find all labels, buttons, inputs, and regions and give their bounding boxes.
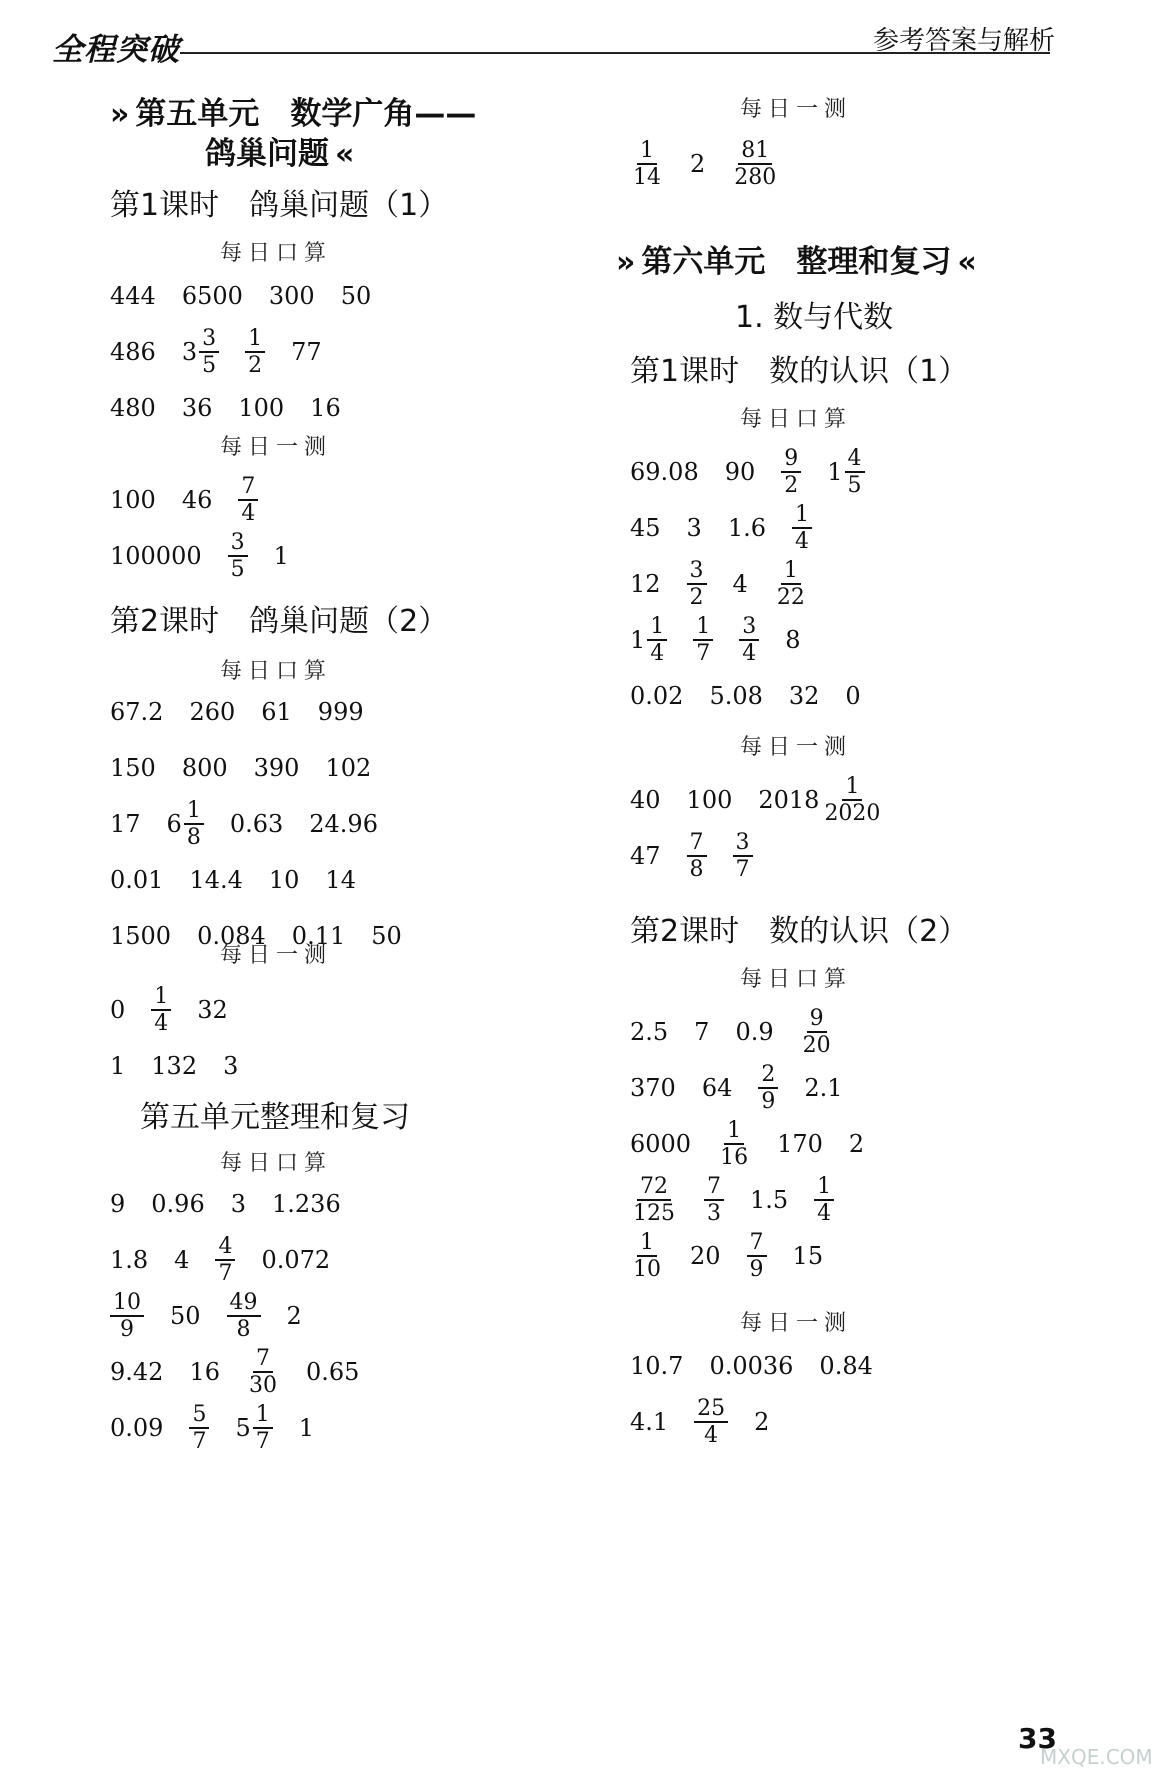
denominator: 280: [734, 165, 777, 190]
answer-value: 100: [238, 394, 285, 422]
numerator: 1: [647, 615, 667, 641]
answer-row: [630, 1172, 864, 1228]
fraction: [630, 1231, 664, 1281]
lesson2-calc-rows: [110, 684, 402, 964]
fraction: [687, 831, 707, 881]
answer-value: 2.5: [630, 1018, 669, 1046]
fraction: [693, 615, 713, 665]
answer-row: [630, 444, 865, 500]
numerator: 3: [733, 831, 753, 857]
fraction: [630, 139, 664, 189]
r-lesson2-calc-title: 每日口算: [740, 967, 853, 992]
denominator: 20: [802, 1033, 831, 1058]
lesson1-calc-title: 每日口算: [220, 241, 333, 266]
answer-value: 260: [189, 698, 236, 726]
mixed-number: [235, 1403, 272, 1453]
answer-value: 390: [253, 754, 300, 782]
answer-value: 1.5: [750, 1186, 789, 1214]
answer-value: 170: [777, 1130, 823, 1158]
numerator: 3: [199, 327, 219, 353]
answer-value: 3: [686, 514, 702, 542]
r-lesson1-test-rows: [630, 772, 883, 884]
fraction: [739, 615, 759, 665]
whole-part: 1: [827, 458, 843, 486]
answer-value: 64: [701, 1074, 733, 1102]
answer-value: 4: [732, 570, 748, 598]
answer-value: 0.63: [229, 810, 284, 838]
fraction: [792, 503, 812, 553]
denominator: 5: [202, 353, 217, 378]
denominator: 4: [650, 641, 665, 666]
answer-row: [110, 1344, 359, 1400]
answer-value: 6000: [630, 1130, 692, 1158]
r-lesson1-title: 第1课时 数的认识（1）: [630, 354, 969, 389]
r-lesson1-test-title: 每日一测: [740, 735, 853, 760]
denominator: 9: [749, 1257, 764, 1282]
answer-row: [110, 684, 402, 740]
denominator: 4: [704, 1423, 719, 1448]
numerator: 1: [184, 799, 204, 825]
numerator: 1: [724, 1119, 744, 1145]
fraction: [245, 327, 265, 377]
numerator: 3: [687, 559, 707, 585]
answer-value: 5.08: [709, 682, 763, 710]
answer-value: 50: [170, 1302, 201, 1330]
answer-value: 77: [291, 338, 322, 366]
lesson2-title: 第2课时 鸽巢问题（2）: [110, 604, 449, 639]
answer-row: [630, 1116, 864, 1172]
answer-row: [110, 1232, 359, 1288]
fraction: [238, 475, 258, 525]
numerator: 72: [637, 1175, 671, 1201]
answer-value: 20: [690, 1242, 721, 1270]
numerator: 81: [738, 139, 772, 165]
denominator: 22: [776, 585, 805, 610]
answer-value: 10: [268, 866, 300, 894]
answer-value: 46: [181, 486, 213, 514]
answer-value: 32: [197, 996, 228, 1024]
fraction: [151, 985, 171, 1035]
r-lesson1-calc-rows: [630, 444, 865, 724]
numerator: 7: [704, 1175, 724, 1201]
answer-value: 1: [110, 1052, 126, 1080]
denominator: 7: [192, 1429, 207, 1454]
answer-value: 2: [286, 1302, 302, 1330]
answer-row: [630, 1060, 864, 1116]
whole-part: 2018: [758, 786, 820, 814]
denominator: 10: [633, 1257, 661, 1282]
answer-value: 0.65: [305, 1358, 360, 1386]
answer-value: 100: [686, 786, 733, 814]
fraction: [781, 447, 801, 497]
numerator: 1: [637, 139, 657, 165]
lesson2-test-rows: [110, 982, 238, 1094]
answer-value: 15: [792, 1242, 824, 1270]
answer-value: 150: [110, 754, 156, 782]
answer-value: 69.08: [630, 458, 699, 486]
numerator: 1: [814, 1175, 834, 1201]
answer-row: [110, 1038, 238, 1094]
answer-row: [110, 1400, 359, 1456]
numerator: 1: [637, 1231, 657, 1257]
denominator: 8: [186, 825, 201, 850]
denominator: 4: [817, 1201, 832, 1226]
lesson1-test-rows: [110, 472, 289, 584]
whole-part: 3: [181, 338, 198, 366]
answer-value: 12: [630, 570, 661, 598]
answer-value: 10.7: [630, 1352, 684, 1380]
answer-value: 8: [785, 626, 801, 654]
denominator: 2: [248, 353, 263, 378]
answer-row: [630, 136, 779, 192]
answer-value: 3: [223, 1052, 239, 1080]
answer-row: [630, 1228, 864, 1284]
answer-value: 17: [110, 810, 141, 838]
answer-value: 1500: [110, 922, 172, 950]
answer-value: 0.0036: [709, 1352, 794, 1380]
fraction: [630, 1175, 678, 1225]
lesson1-test-title: 每日一测: [220, 435, 333, 460]
answer-value: 444: [110, 282, 156, 310]
answer-value: 4: [174, 1246, 190, 1274]
section1-title: 1. 数与代数: [735, 300, 894, 335]
whole-part: 6: [166, 810, 182, 838]
answer-row: [110, 852, 402, 908]
header-title: 参考答案与解析: [872, 26, 1055, 56]
answer-value: 0.01: [110, 866, 164, 894]
answer-value: 16: [310, 394, 341, 422]
denominator: 5: [230, 557, 245, 582]
answer-value: 2: [848, 1130, 865, 1158]
answer-row: [110, 380, 371, 436]
r-lesson2-calc-rows: [630, 1004, 864, 1284]
answer-value: 300: [268, 282, 315, 310]
fraction: [774, 559, 808, 609]
fraction: [800, 1007, 834, 1057]
denominator: 14: [633, 165, 661, 190]
answer-value: 3: [230, 1190, 246, 1218]
answer-row: [110, 528, 289, 584]
answer-value: 1.8: [110, 1246, 149, 1274]
denominator: 8: [236, 1317, 251, 1342]
numerator: 1: [253, 1403, 273, 1429]
denominator: 9: [761, 1089, 776, 1114]
denominator: 7: [255, 1429, 270, 1454]
answer-value: 9: [110, 1190, 126, 1218]
answer-row: [630, 1338, 873, 1394]
watermark: MXQE.COM: [1040, 1745, 1153, 1769]
answer-value: 61: [261, 698, 292, 726]
answer-value: 100000: [110, 542, 202, 570]
fraction: [199, 327, 219, 377]
answer-value: 0.11: [291, 922, 346, 950]
answer-row: [630, 500, 865, 556]
unit6-title: » 第六单元 整理和复习 «: [616, 236, 977, 281]
review-calc-rows: [110, 1176, 359, 1456]
denominator: 7: [735, 857, 750, 882]
fraction: [189, 1403, 209, 1453]
answer-value: 50: [371, 922, 402, 950]
answer-value: 1.6: [727, 514, 766, 542]
mixed-number: [167, 799, 204, 849]
denominator: 4: [154, 1011, 169, 1036]
fraction: [704, 1175, 724, 1225]
denominator: 2: [689, 585, 704, 610]
answer-row: [630, 668, 865, 724]
answer-value: 0: [110, 996, 126, 1024]
review-calc-title: 每日口算: [220, 1151, 333, 1176]
answer-value: 9.42: [110, 1358, 164, 1386]
answer-row: [630, 772, 883, 828]
answer-row: [110, 472, 289, 528]
answer-value: 0.02: [630, 682, 684, 710]
r-lesson2-test-rows: [630, 1338, 873, 1450]
review-test-rows: [630, 136, 779, 192]
numerator: 4: [845, 447, 865, 473]
numerator: 7: [687, 831, 707, 857]
answer-value: 4.1: [630, 1408, 669, 1436]
denominator: 4: [795, 529, 809, 554]
answer-value: 1: [273, 542, 289, 570]
answer-value: 132: [151, 1052, 198, 1080]
fraction: [227, 1291, 261, 1341]
denominator: 3: [707, 1201, 721, 1226]
numerator: 1: [151, 985, 171, 1011]
fraction: [253, 1403, 273, 1453]
denominator: 30: [248, 1373, 277, 1398]
answer-row: [630, 1004, 864, 1060]
fraction: [110, 1291, 144, 1341]
denominator: 125: [633, 1201, 675, 1226]
answer-value: 0.9: [735, 1018, 774, 1046]
answer-value: 2: [754, 1408, 770, 1436]
answer-row: [110, 268, 371, 324]
numerator: 1: [792, 503, 812, 529]
fraction: [228, 531, 248, 581]
answer-value: 0.084: [197, 922, 266, 950]
numerator: 49: [227, 1291, 261, 1317]
numerator: 1: [781, 559, 801, 585]
answer-value: 480: [110, 394, 156, 422]
whole-part: 5: [235, 1414, 251, 1442]
fraction: [758, 1063, 778, 1113]
denominator: 9: [120, 1317, 134, 1342]
answer-value: 370: [630, 1074, 676, 1102]
lesson1-calc-rows: [110, 268, 371, 436]
mixed-number: [827, 447, 864, 497]
mixed-number: [630, 615, 667, 665]
denominator: 2020: [824, 801, 881, 826]
answer-row: [630, 1394, 873, 1450]
numerator: 25: [694, 1397, 728, 1423]
fraction: [731, 139, 779, 189]
answer-value: 16: [189, 1358, 220, 1386]
fraction: [184, 799, 204, 849]
numerator: 1: [842, 775, 862, 801]
denominator: 16: [720, 1145, 749, 1170]
answer-value: 999: [317, 698, 364, 726]
mixed-number: [182, 327, 219, 377]
numerator: 2: [758, 1063, 778, 1089]
review-title: 第五单元整理和复习: [140, 1100, 410, 1135]
brand-logo: 全程突破: [52, 32, 180, 68]
answer-value: 0.96: [151, 1190, 205, 1218]
answer-row: [110, 1176, 359, 1232]
numerator: 7: [747, 1231, 767, 1257]
answer-value: 0.09: [110, 1414, 164, 1442]
answer-value: 1.236: [272, 1190, 341, 1218]
numerator: 1: [245, 327, 265, 353]
numerator: 5: [189, 1403, 209, 1429]
answer-row: [110, 740, 402, 796]
answer-value: 6500: [181, 282, 243, 310]
answer-row: [110, 796, 402, 852]
answer-value: 100: [110, 486, 156, 514]
answer-value: 50: [340, 282, 372, 310]
answer-row: [110, 1288, 359, 1344]
fraction: [647, 615, 667, 665]
fraction: [717, 1119, 751, 1169]
r-lesson1-calc-title: 每日口算: [740, 407, 853, 432]
denominator: 8: [689, 857, 704, 882]
numerator: 9: [807, 1007, 827, 1033]
answer-value: 0.84: [819, 1352, 873, 1380]
fraction: [733, 831, 753, 881]
answer-value: 36: [181, 394, 213, 422]
numerator: 7: [253, 1347, 273, 1373]
answer-value: 0: [845, 682, 861, 710]
numerator: 10: [110, 1291, 144, 1317]
answer-value: 40: [630, 786, 661, 814]
answer-value: 67.2: [110, 698, 164, 726]
r-lesson2-title: 第2课时 数的认识（2）: [630, 914, 969, 949]
denominator: 7: [696, 641, 711, 666]
answer-value: 2.1: [804, 1074, 843, 1102]
fraction: [814, 1175, 834, 1225]
denominator: 2: [784, 473, 799, 498]
answer-value: 90: [724, 458, 756, 486]
fraction: [845, 447, 865, 497]
denominator: 5: [847, 473, 862, 498]
fraction: [687, 559, 707, 609]
answer-row: [110, 324, 371, 380]
answer-row: [630, 828, 883, 884]
fraction: [694, 1397, 728, 1447]
answer-value: 7: [694, 1018, 710, 1046]
unit5-title-line1: » 第五单元 数学广角——: [110, 88, 476, 133]
answer-row: [630, 612, 865, 668]
fraction: [215, 1235, 235, 1285]
fraction: [747, 1231, 767, 1281]
review-test-title: 每日一测: [740, 97, 853, 122]
lesson2-calc-title: 每日口算: [220, 659, 333, 684]
answer-value: 14: [325, 866, 356, 894]
answer-value: 1: [298, 1414, 314, 1442]
answer-value: 2: [690, 150, 706, 178]
lesson1-title: 第1课时 鸽巢问题（1）: [110, 188, 449, 223]
denominator: 7: [218, 1261, 233, 1286]
answer-value: 14.4: [189, 866, 243, 894]
r-lesson2-test-title: 每日一测: [740, 1311, 853, 1336]
answer-value: 47: [630, 842, 661, 870]
denominator: 4: [241, 501, 256, 526]
numerator: 1: [693, 615, 713, 641]
page-number: 33: [1018, 1722, 1057, 1755]
numerator: 9: [781, 447, 801, 473]
answer-value: 45: [630, 514, 661, 542]
answer-value: 0.072: [261, 1246, 331, 1274]
fraction: [246, 1347, 280, 1397]
numerator: 3: [739, 615, 759, 641]
answer-value: 102: [325, 754, 372, 782]
answer-value: 800: [181, 754, 228, 782]
numerator: 4: [215, 1235, 235, 1261]
whole-part: 1: [630, 626, 646, 654]
answer-value: 486: [110, 338, 156, 366]
fraction: [821, 775, 883, 825]
answer-value: 32: [788, 682, 820, 710]
mixed-number: [758, 775, 883, 825]
answer-row: [630, 556, 865, 612]
answer-row: [110, 982, 238, 1038]
answer-value: 24.96: [309, 810, 378, 838]
lesson2-test-title: 每日一测: [220, 943, 333, 968]
numerator: 3: [228, 531, 248, 557]
denominator: 4: [742, 641, 757, 666]
numerator: 7: [238, 475, 258, 501]
unit5-title-line2: 鸽巢问题 «: [205, 128, 354, 173]
